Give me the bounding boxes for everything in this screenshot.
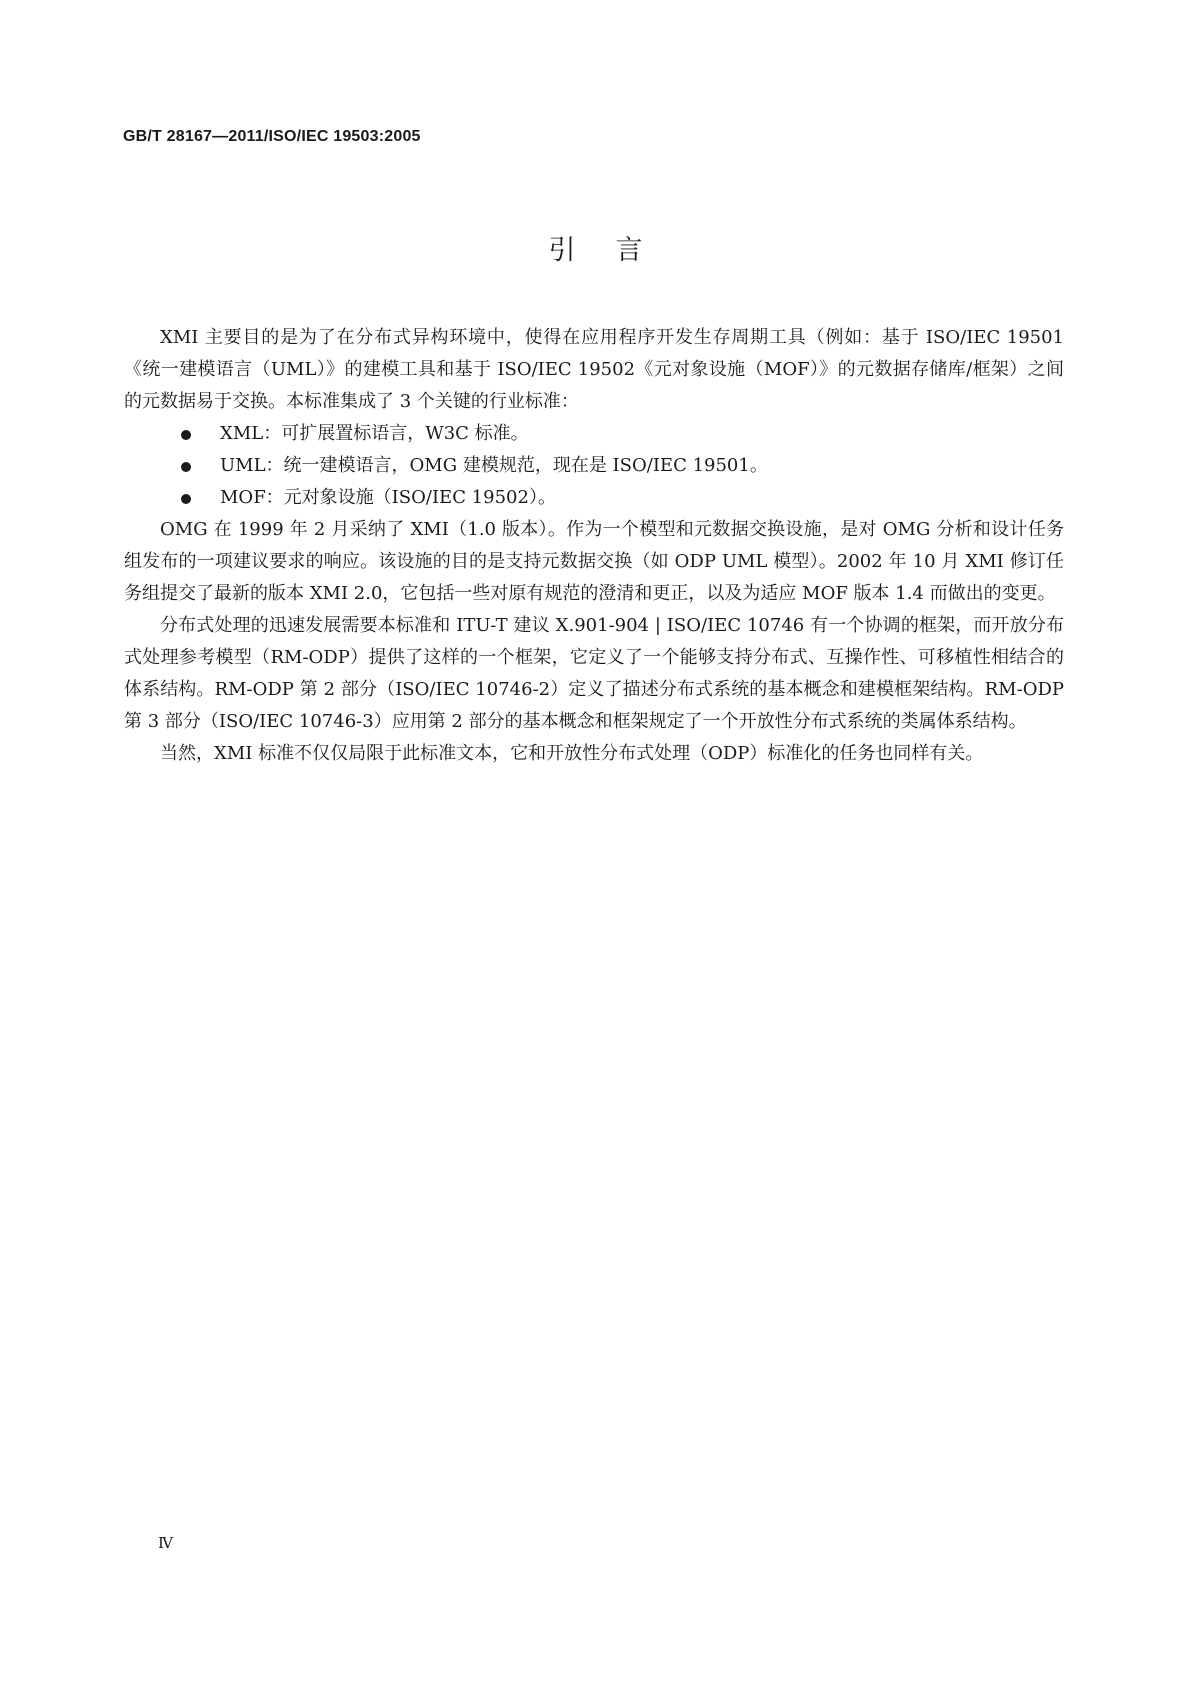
document-body xyxy=(124,322,1064,770)
list-item xyxy=(124,482,1064,514)
bullet-icon xyxy=(181,462,191,472)
page-title: 引言 xyxy=(548,235,683,266)
history-paragraph: OMG 在 1999 年 2 月采纳了 XMI（1.0 版本）。作为一个模型和元数据交换设施，是对 OMG 分析和设计任务组发布的一项建议要求的响应。该设施的目的是支持元数据交换（如 ODP UML 模型）。2002 年 10 月 XMI 修订任务组提交了最新的版本 XMI 2.0，它包括一些对原有规范的澄清和更正，以及为适应 MOF 版本 1.4 而做出的变更。 xyxy=(124,519,1064,604)
list-item xyxy=(124,418,1064,450)
list-item-text: XML：可扩展置标语言，W3C 标准。 xyxy=(220,423,529,444)
page-number: Ⅳ xyxy=(158,1534,173,1552)
bullet-icon xyxy=(181,494,191,504)
framework-paragraph: 分布式处理的迅速发展需要本标准和 ITU-T 建议 X.901-904 | ISO/IEC 10746 有一个协调的框架，而开放分布式处理参考模型（RM-ODP）提供了这样的一个框架，它定义了一个能够支持分布式、互操作性、可移植性相结合的体系结构。RM-ODP 第 2 部分（ISO/IEC 10746-2）定义了描述分布式系统的基本概念和建模框架结构。RM-ODP 第 3 部分（ISO/IEC 10746-3）应用第 2 部分的基本概念和框架规定了一个开放性分布式系统的类属体系结构。 xyxy=(124,615,1064,732)
intro-paragraph: XMI 主要目的是为了在分布式异构环境中，使得在应用程序开发生存周期工具（例如：基于 ISO/IEC 19501《统一建模语言（UML）》的建模工具和基于 ISO/IEC 19502《元对象设施（MOF）》的元数据存储库/框架）之间的元数据易于交换。本标准集成了 3 个关键的行业标准： xyxy=(124,327,1064,412)
conclusion-paragraph: 当然，XMI 标准不仅仅局限于此标准文本，它和开放性分布式处理（ODP）标准化的任务也同样有关。 xyxy=(160,743,984,764)
list-item xyxy=(124,450,1064,482)
list-item-text: UML：统一建模语言，OMG 建模规范，现在是 ISO/IEC 19501。 xyxy=(220,455,768,476)
bullet-icon xyxy=(181,430,191,440)
list-item-text: MOF：元对象设施（ISO/IEC 19502）。 xyxy=(220,487,556,508)
standard-code-header: GB/T 28167—2011/ISO/IEC 19503:2005 xyxy=(123,128,421,145)
